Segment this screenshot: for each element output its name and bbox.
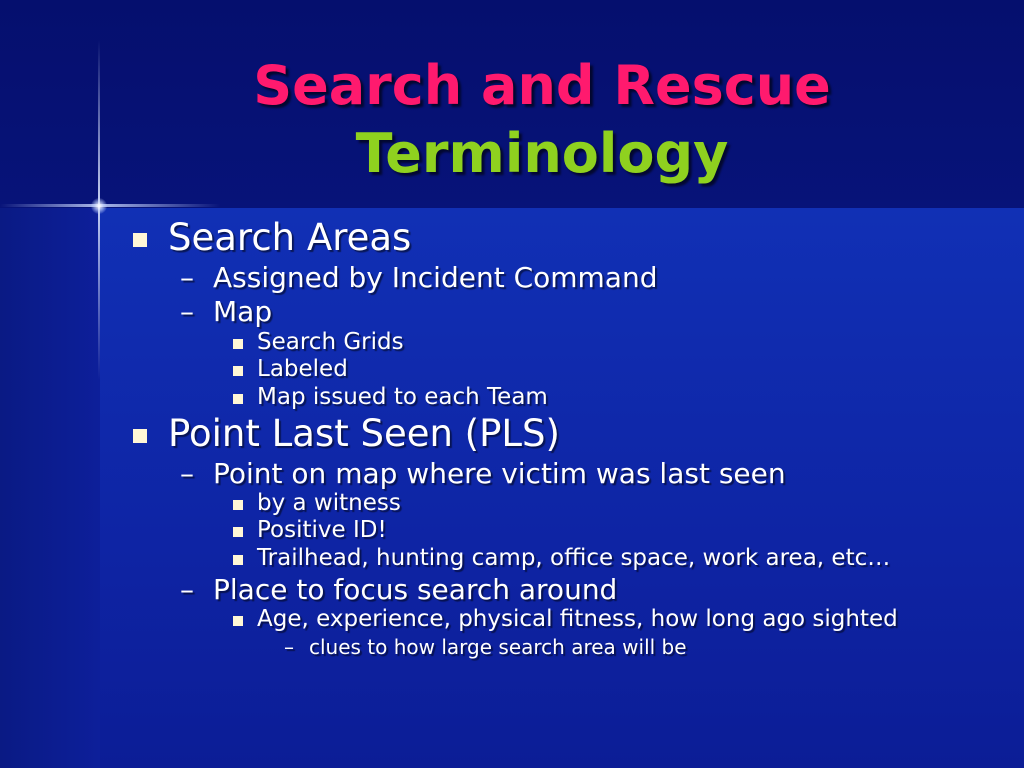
bullet-square-icon [233, 555, 243, 565]
dash-icon: – [284, 635, 294, 659]
bullet-search-areas: Search Areas [168, 216, 412, 259]
dash-icon: – [180, 261, 194, 294]
item-by-a-witness: by a witness [257, 490, 401, 516]
bullet-point-last-seen: Point Last Seen (PLS) [168, 412, 560, 455]
light-flare-horizontal [0, 204, 220, 207]
background-left-strip [0, 208, 100, 768]
item-clues-to-area: clues to how large search area will be [309, 635, 687, 659]
light-flare-center [91, 198, 107, 214]
item-positive-id: Positive ID! [257, 517, 387, 543]
dash-icon: – [180, 295, 194, 328]
bullet-square-icon [233, 366, 243, 376]
item-trailhead-etc: Trailhead, hunting camp, office space, work area, etc… [257, 545, 891, 571]
title-line-2: Terminology [355, 122, 729, 185]
sub-assigned-by-incident-command: Assigned by Incident Command [213, 261, 658, 294]
bullet-square-icon [233, 616, 243, 626]
item-map-issued-to-each-team: Map issued to each Team [257, 384, 548, 410]
item-age-experience: Age, experience, physical fitness, how long ago sighted [257, 606, 898, 632]
bullet-square-icon [133, 429, 147, 443]
sub-point-on-map: Point on map where victim was last seen [213, 457, 786, 490]
bullet-square-icon [233, 339, 243, 349]
slide-title [0, 52, 1024, 188]
dash-icon: – [180, 457, 194, 490]
sub-place-to-focus-search: Place to focus search around [213, 573, 618, 606]
item-search-grids: Search Grids [257, 329, 404, 355]
dash-icon: – [180, 573, 194, 606]
bullet-square-icon [233, 527, 243, 537]
bullet-square-icon [233, 394, 243, 404]
sub-map: Map [213, 295, 273, 328]
item-labeled: Labeled [257, 356, 348, 382]
bullet-square-icon [133, 233, 147, 247]
bullet-square-icon [233, 500, 243, 510]
title-line-1: Search and Rescue [253, 54, 831, 117]
